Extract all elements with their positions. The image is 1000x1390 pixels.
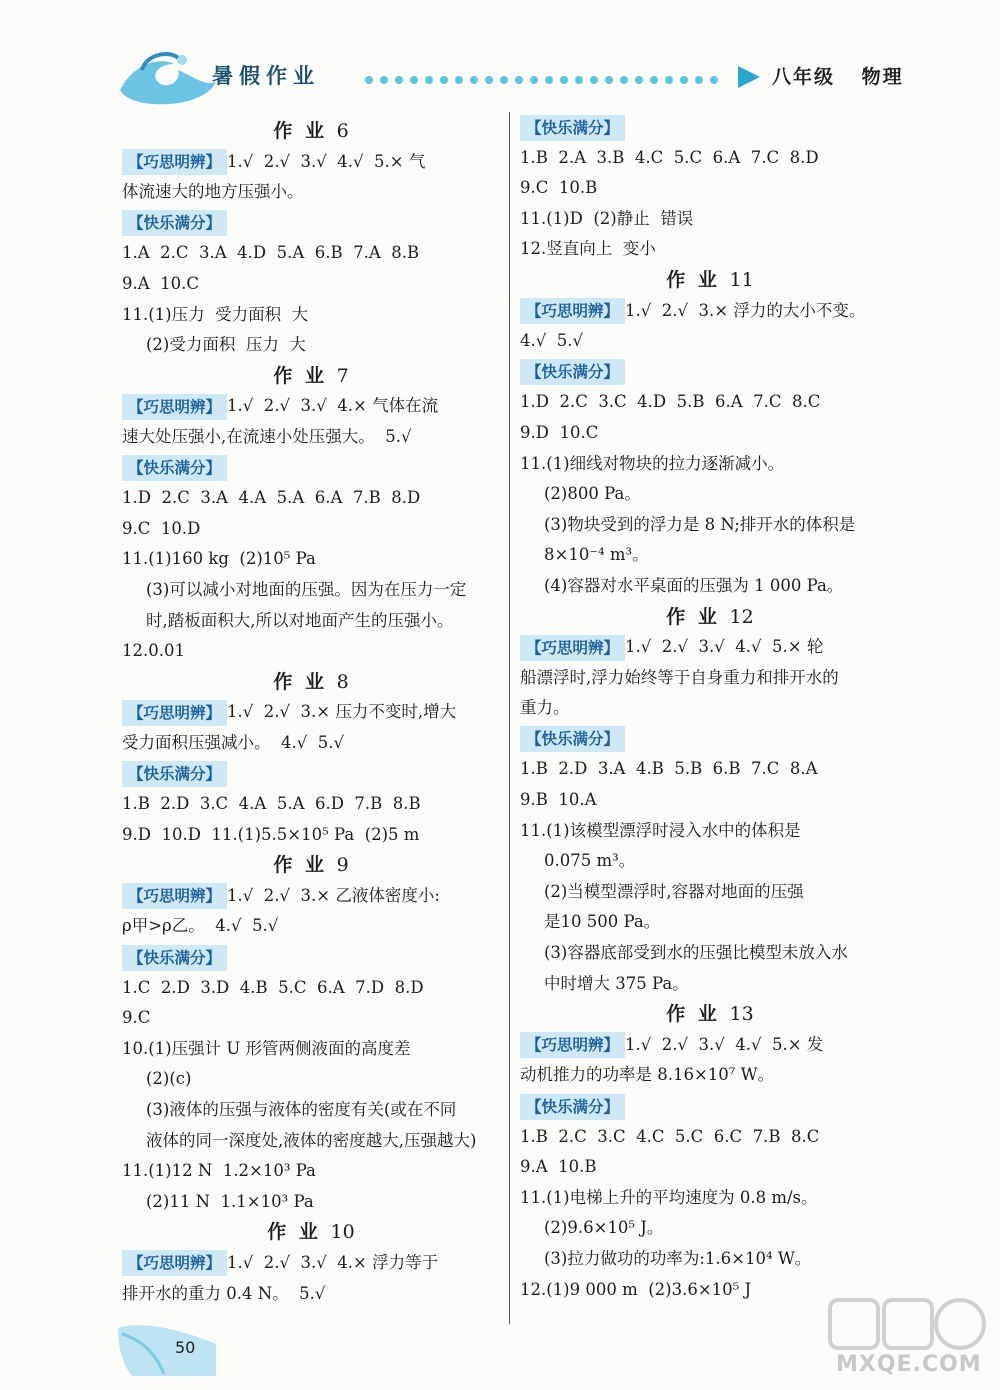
answer-text: 1.√ 2.√ 3.√ 4.√ 5.× 轮 [625, 637, 824, 657]
assignment-title [122, 1217, 500, 1248]
answer-line: 是10 500 Pa。 [544, 912, 661, 932]
page-header [0, 0, 1000, 118]
answer-line: 受力面积压强减小。 4.√ 5.√ [122, 732, 344, 752]
answer-line: 中时增大 375 Pa。 [544, 973, 689, 993]
section-label: 【快乐满分】 [520, 115, 625, 141]
assignment-title [520, 265, 900, 296]
answer-line: 船漂浮时,浮力始终等于自身重力和排开水的 [520, 667, 839, 687]
answer-line: 10.(1)压强计 U 形管两侧液面的高度差 [122, 1038, 411, 1058]
answer-line: 1.C 2.D 3.D 4.B 5.C 6.A 7.D 8.D [122, 977, 424, 997]
answer-line: (2)800 Pa。 [544, 484, 641, 504]
answer-line: 11.(1)压力 受力面积 大 [122, 304, 309, 324]
section-label: 【巧思明辨】 [122, 700, 227, 726]
answer-line: 4.√ 5.√ [520, 331, 584, 351]
answer-line: 9.C [122, 1008, 151, 1028]
section-header [122, 453, 500, 484]
answer-line: 11.(1)160 kg (2)10⁵ Pa [122, 549, 316, 569]
assignment-title [520, 602, 900, 633]
section-label: 【快乐满分】 [122, 761, 227, 787]
section-label: 【快乐满分】 [122, 945, 227, 971]
dot [695, 76, 703, 84]
arrow-icon [738, 66, 760, 88]
assignment-title-prefix: 作 业 [666, 605, 730, 628]
section-label: 【巧思明辨】 [122, 883, 227, 909]
left-column [122, 116, 500, 1309]
section-header [122, 758, 500, 789]
assignment-number: 8 [336, 670, 349, 693]
dot [545, 76, 553, 84]
assignment-number: 13 [729, 1003, 754, 1026]
assignment-title-prefix: 作 业 [273, 854, 337, 877]
dot [470, 76, 478, 84]
answer-line: (2)9.6×10⁵ J。 [544, 1218, 664, 1238]
answer-line: 1.B 2.C 3.C 4.C 5.C 6.C 7.B 8.C [520, 1126, 820, 1146]
answer-text: 1.√ 2.√ 3.√ 4.√ 5.× 发 [625, 1034, 824, 1054]
assignment-number: 6 [336, 120, 349, 142]
answer-line: 11.(1)电梯上升的平均速度为 0.8 m/s。 [520, 1187, 818, 1207]
assignment-title-prefix: 作 业 [666, 1003, 730, 1026]
answer-line [520, 296, 900, 327]
answer-line: 0.075 m³。 [544, 851, 636, 871]
page-number: 50 [175, 1338, 196, 1357]
answer-line [122, 147, 500, 178]
answer-line: 1.B 2.A 3.B 4.C 5.C 6.A 7.C 8.D [520, 147, 819, 167]
answer-text: 1.√ 2.√ 3.√ 4.× 浮力等于 [227, 1252, 439, 1272]
answer-line: 重力。 [520, 698, 570, 718]
answer-line [520, 1030, 900, 1061]
assignment-title [122, 361, 500, 392]
dot [560, 76, 568, 84]
answer-line: (3)可以减小对地面的压强。因为在压力一定 [146, 579, 467, 599]
answer-line: 8×10⁻⁴ m³。 [544, 545, 649, 565]
answer-line: 1.D 2.C 3.A 4.A 5.A 6.A 7.B 8.D [122, 488, 421, 508]
assignment-title-prefix: 作 业 [273, 670, 337, 693]
assignment-title-prefix: 作 业 [273, 120, 337, 142]
header-meta [772, 62, 904, 89]
section-header [520, 724, 900, 755]
assignment-number: 12 [729, 605, 754, 628]
assignment-title [122, 116, 500, 147]
answer-line: 9.D 10.D 11.(1)5.5×10⁵ Pa (2)5 m [122, 824, 420, 844]
assignment-title-prefix: 作 业 [273, 364, 337, 387]
dot [665, 76, 673, 84]
dot [590, 76, 598, 84]
section-label: 【快乐满分】 [122, 210, 227, 236]
assignment-number: 7 [336, 364, 349, 387]
assignment-title [122, 667, 500, 698]
answer-line: (4)容器对水平桌面的压强为 1 000 Pa。 [544, 575, 844, 595]
answer-text: 1.√ 2.√ 3.√ 4.× 气体在流 [227, 396, 439, 416]
section-label: 【巧思明辨】 [122, 1250, 227, 1276]
section-label: 【巧思明辨】 [122, 149, 227, 175]
answer-text: 1.√ 2.√ 3.× 压力不变时,增大 [227, 702, 457, 722]
answer-line: (2)11 N 1.1×10³ Pa [146, 1191, 314, 1211]
assignment-title [520, 999, 900, 1030]
dot [500, 76, 508, 84]
dot [425, 76, 433, 84]
section-header [520, 357, 900, 388]
answer-line: 体流速大的地方压强小。 [122, 182, 304, 202]
section-label: 【巧思明辨】 [122, 394, 227, 420]
answer-line: ρ甲>ρ乙。 4.√ 5.√ [122, 916, 279, 936]
answer-text: 1.√ 2.√ 3.√ 4.√ 5.× 气 [227, 151, 426, 171]
answer-line: 时,踏板面积大,所以对地面产生的压强小。 [146, 610, 454, 630]
answer-line: 12.(1)9 000 m (2)3.6×10⁵ J [520, 1279, 752, 1299]
section-header [520, 1091, 900, 1122]
dot [620, 76, 628, 84]
dot [530, 76, 538, 84]
answer-line [122, 697, 500, 728]
answer-line: (2)当模型漂浮时,容器对地面的压强 [544, 881, 804, 901]
section-label: 【快乐满分】 [122, 455, 227, 481]
answer-text: 1.√ 2.√ 3.× 浮力的大小不变。 [625, 300, 866, 320]
section-label: 【快乐满分】 [520, 1094, 625, 1120]
assignment-number: 11 [729, 268, 754, 291]
dot [650, 76, 658, 84]
answer-line [122, 881, 500, 912]
answer-line: 动机推力的功率是 8.16×10⁷ W。 [520, 1065, 775, 1085]
answer-text: 1.√ 2.√ 3.× 乙液体密度小: [227, 885, 440, 905]
dot [410, 76, 418, 84]
answer-line: (3)拉力做功的功率为:1.6×10⁴ W。 [544, 1248, 812, 1268]
section-label: 【巧思明辨】 [520, 298, 625, 324]
answer-line: (2)(c) [146, 1069, 192, 1089]
answer-line: 12.0.01 [122, 641, 185, 661]
section-header [122, 208, 500, 239]
answer-line: 排开水的重力 0.4 N。 5.√ [122, 1283, 326, 1303]
dot [395, 76, 403, 84]
dot [515, 76, 523, 84]
dot [680, 76, 688, 84]
leaf-decoration-icon [112, 1320, 222, 1380]
answer-line: (2)受力面积 压力 大 [146, 335, 306, 355]
header-title: 暑假作业 [212, 64, 320, 88]
answer-line: 9.B 10.A [520, 790, 597, 810]
dot [485, 76, 493, 84]
right-column [520, 112, 900, 1305]
answer-line: 12.竖直向上 变小 [520, 239, 656, 259]
assignment-number: 9 [336, 854, 349, 877]
dot [455, 76, 463, 84]
answer-line: (3)物块受到的浮力是 8 N;排开水的体积是 [544, 514, 856, 534]
answer-line: 1.B 2.D 3.C 4.A 5.A 6.D 7.B 8.B [122, 794, 421, 814]
subject-label: 物理 [861, 66, 904, 88]
answer-line: 11.(1)D (2)静止 错误 [520, 208, 694, 228]
assignment-title [122, 850, 500, 881]
answer-line [122, 1248, 500, 1279]
answer-line: 11.(1)12 N 1.2×10³ Pa [122, 1161, 316, 1181]
dot [365, 76, 373, 84]
dotted-divider [365, 76, 718, 84]
assignment-title-prefix: 作 业 [666, 268, 730, 291]
grade-label: 八年级 [772, 66, 836, 88]
dot [575, 76, 583, 84]
answer-line: 液体的同一深度处,液体的密度越大,压强越大) [146, 1130, 477, 1150]
answer-line: 1.A 2.C 3.A 4.D 5.A 6.B 7.A 8.B [122, 243, 420, 263]
answer-line: (3)液体的压强与液体的密度有关(或在不同 [146, 1100, 457, 1119]
answer-line: 9.A 10.C [122, 273, 200, 293]
answer-line: 1.B 2.D 3.A 4.B 5.B 6.B 7.C 8.A [520, 759, 818, 779]
wave-logo-icon [112, 46, 222, 108]
answer-line: 9.A 10.B [520, 1157, 597, 1177]
assignment-title-prefix: 作 业 [267, 1221, 331, 1244]
answer-line: 1.D 2.C 3.C 4.D 5.B 6.A 7.C 8.C [520, 392, 821, 412]
watermark-text: MXQE.COM [836, 1352, 982, 1377]
section-label: 【快乐满分】 [520, 726, 625, 752]
dot [440, 76, 448, 84]
column-divider [509, 112, 510, 1324]
answer-line [122, 391, 500, 422]
section-label: 【快乐满分】 [520, 359, 625, 385]
section-label: 【巧思明辨】 [520, 1032, 625, 1058]
dot [710, 76, 718, 84]
dot [380, 76, 388, 84]
answer-line: 速大处压强小,在流速小处压强大。 5.√ [122, 426, 412, 446]
answer-line: 11.(1)该模型漂浮时浸入水中的体积是 [520, 820, 801, 840]
dot [605, 76, 613, 84]
answer-line: 9.D 10.C [520, 422, 599, 442]
answer-line [520, 632, 900, 663]
answer-line: 9.C 10.B [520, 178, 598, 198]
section-header [520, 112, 900, 143]
section-label: 【巧思明辨】 [520, 635, 625, 661]
assignment-number: 10 [330, 1221, 355, 1244]
dot [635, 76, 643, 84]
section-header [122, 942, 500, 973]
answer-line: 11.(1)细线对物块的拉力逐渐减小。 [520, 453, 785, 473]
answer-line: 9.C 10.D [122, 518, 201, 538]
answer-line: (3)容器底部受到水的压强比模型未放入水 [544, 943, 848, 963]
